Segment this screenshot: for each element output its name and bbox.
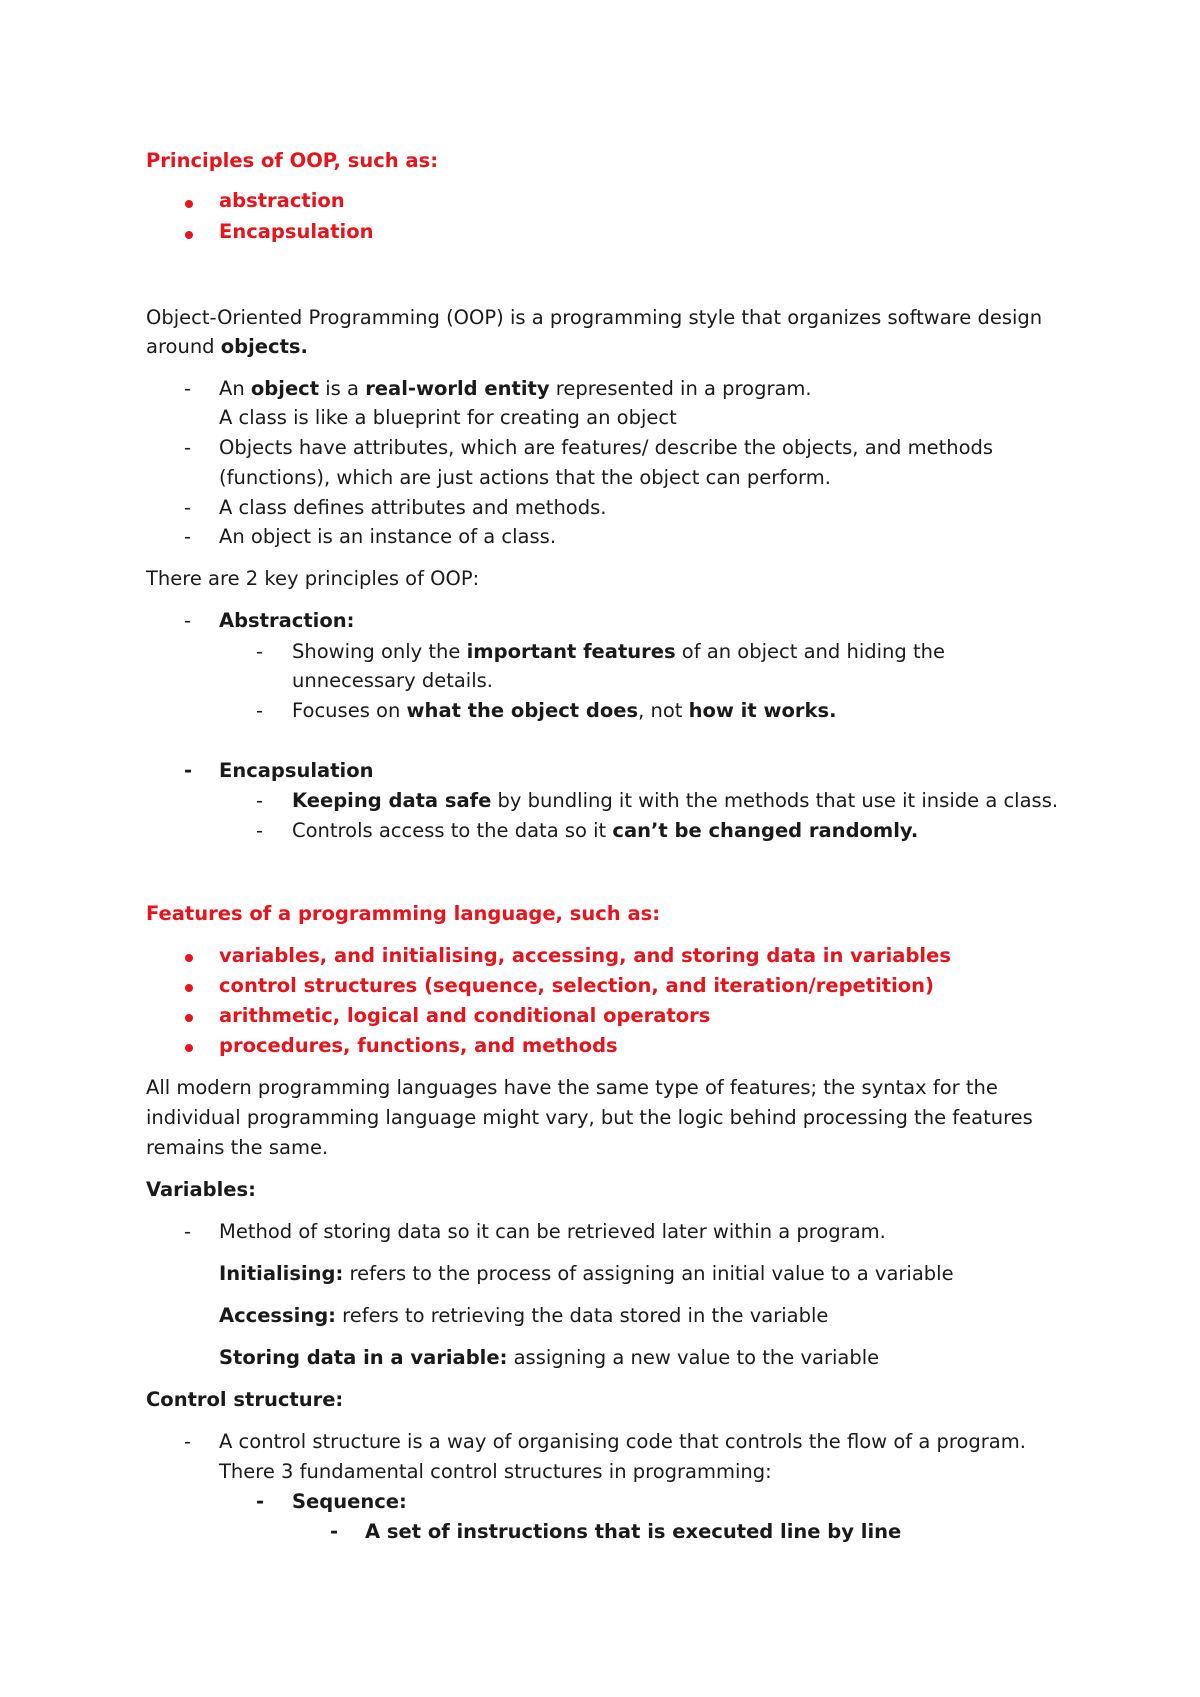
features-bullet-variables: variables, and initialising, accessing, and storing data in variables [219, 944, 951, 967]
dash-marker: - [256, 640, 264, 663]
bullet-icon [185, 231, 193, 239]
bullet-icon [185, 984, 193, 992]
dash-marker: - [330, 1520, 339, 1543]
control-definition-line2: There 3 fundamental control structures in programming: [219, 1460, 772, 1483]
bullet-icon [185, 954, 193, 962]
bullet-icon [185, 1044, 193, 1052]
control-sequence-definition: A set of instructions that is executed line by line [365, 1520, 902, 1543]
encapsulation-point-1: Keeping data safe by bundling it with the methods that use it inside a class. [292, 789, 1059, 812]
features-para-line2: individual programming language might vary, but the logic behind processing the features [146, 1106, 1033, 1129]
variables-definition: Method of storing data so it can be retrieved later within a program. [219, 1220, 886, 1243]
dash-marker: - [184, 496, 192, 519]
dash-marker: - [256, 819, 264, 842]
oop-point-class-blueprint: A class is like a blueprint for creating an object [219, 406, 677, 429]
variables-accessing: Accessing: refers to retrieving the data stored in the variable [219, 1304, 829, 1327]
oop-point-object: An object is a real-world entity represented in a program. [219, 377, 812, 400]
abstraction-title: Abstraction: [219, 609, 355, 632]
variables-storing: Storing data in a variable: assigning a new value to the variable [219, 1346, 880, 1369]
features-heading: Features of a programming language, such as: [146, 902, 661, 925]
abstraction-point-1-line2: unnecessary details. [292, 669, 493, 692]
dash-marker: - [184, 609, 192, 632]
dash-marker: - [256, 1490, 265, 1513]
features-bullet-operators: arithmetic, logical and conditional operators [219, 1004, 711, 1027]
abstraction-point-2: Focuses on what the object does, not how it works. [292, 699, 837, 722]
encapsulation-point-2: Controls access to the data so it can’t be changed randomly. [292, 819, 919, 842]
dash-marker: - [184, 377, 192, 400]
control-definition-line1: A control structure is a way of organising code that controls the flow of a program. [219, 1430, 1026, 1453]
oop-point-attributes-line1: Objects have attributes, which are features/ describe the objects, and methods [219, 436, 994, 459]
dash-marker: - [184, 1220, 192, 1243]
features-bullet-procedures: procedures, functions, and methods [219, 1034, 618, 1057]
dash-marker: - [256, 789, 264, 812]
control-title: Control structure: [146, 1388, 344, 1411]
oop-bullet-abstraction: abstraction [219, 189, 345, 212]
oop-point-instance: An object is an instance of a class. [219, 525, 557, 548]
dash-marker: - [184, 525, 192, 548]
oop-heading: Principles of OOP, such as: [146, 149, 438, 172]
oop-key-principles: There are 2 key principles of OOP: [146, 567, 480, 590]
bullet-icon [185, 1014, 193, 1022]
oop-bullet-encapsulation: Encapsulation [219, 220, 374, 243]
oop-point-class-defines: A class defines attributes and methods. [219, 496, 607, 519]
oop-intro-line2: around objects. [146, 335, 308, 358]
variables-title: Variables: [146, 1178, 256, 1201]
dash-marker: - [184, 759, 193, 782]
abstraction-point-1: Showing only the important features of an object and hiding the [292, 640, 945, 663]
dash-marker: - [256, 699, 264, 722]
dash-marker: - [184, 436, 192, 459]
features-para-line1: All modern programming languages have the same type of features; the syntax for the [146, 1076, 998, 1099]
encapsulation-title: Encapsulation [219, 759, 374, 782]
features-para-line3: remains the same. [146, 1136, 329, 1159]
oop-intro-line1: Object-Oriented Programming (OOP) is a programming style that organizes software design [146, 306, 1043, 329]
bullet-icon [185, 200, 193, 208]
dash-marker: - [184, 1430, 192, 1453]
features-bullet-control: control structures (sequence, selection, and iteration/repetition) [219, 974, 934, 997]
variables-initialising: Initialising: refers to the process of assigning an initial value to a variable [219, 1262, 954, 1285]
control-sequence: Sequence: [292, 1490, 407, 1513]
oop-point-attributes-line2: (functions), which are just actions that the object can perform. [219, 466, 831, 489]
